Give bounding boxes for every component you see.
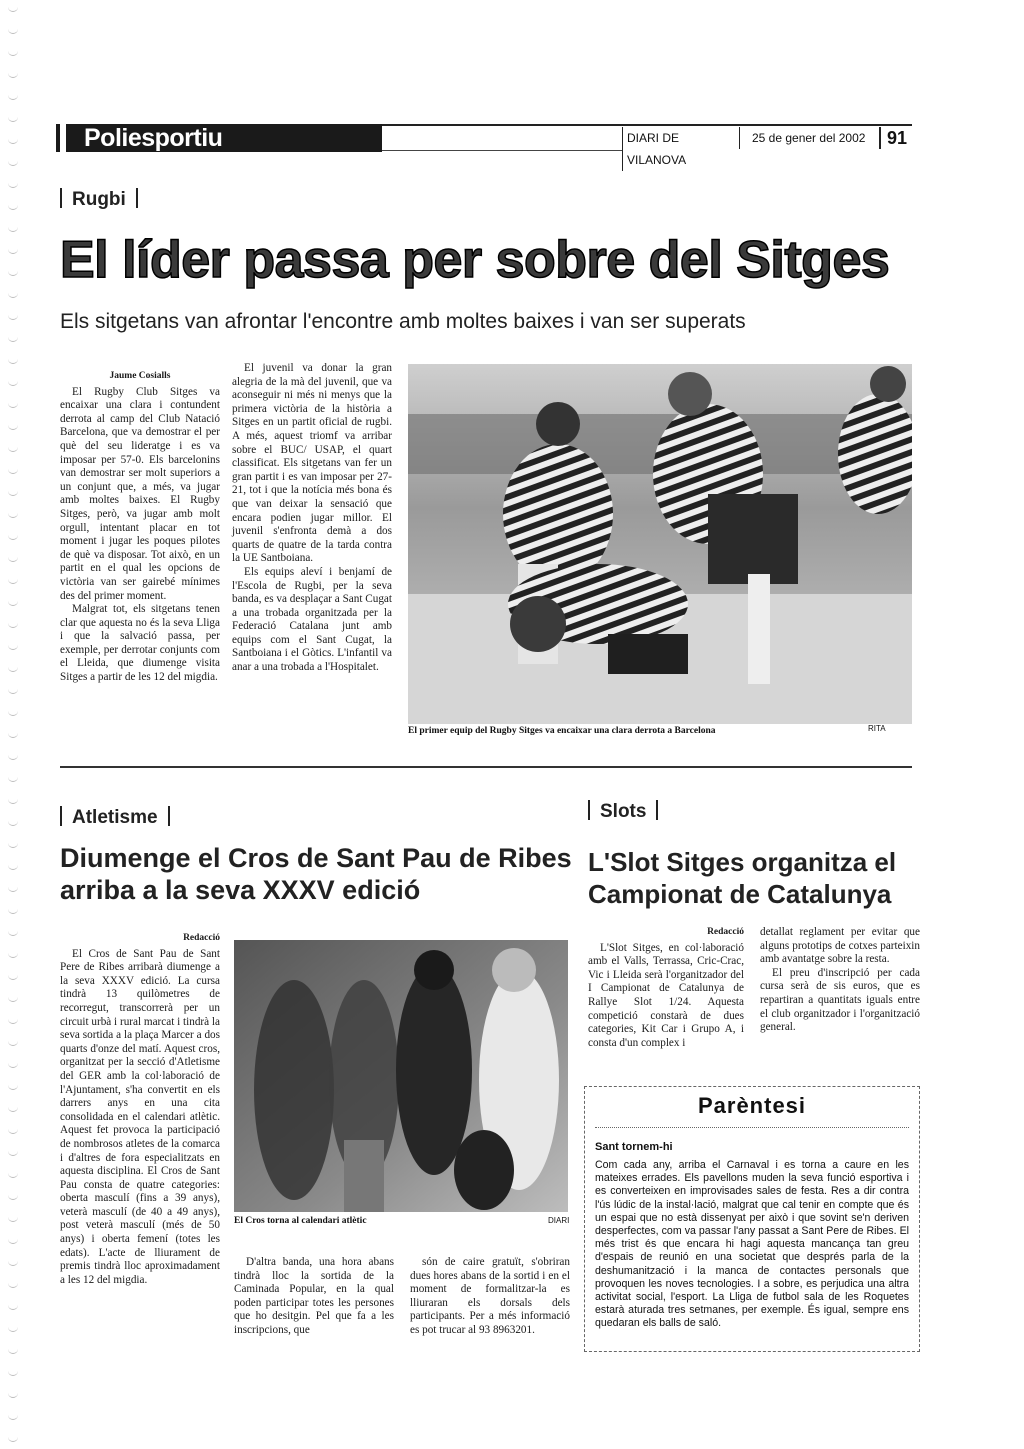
binder-hole xyxy=(8,600,18,606)
athletics-photo-credit: DIARI xyxy=(548,1216,570,1225)
binder-hole xyxy=(8,1128,18,1134)
binder-hole xyxy=(8,1238,18,1244)
binder-hole xyxy=(8,798,18,804)
binder-hole xyxy=(8,1150,18,1156)
slots-paragraph: L'Slot Sitges, en col·laboració amb el Valls, Terrassa, Cric-Crac, Vic i Lleida serà l'organitzador del I Campionat de Catalunya de Rallye Slot 1/24. Aquesta competició constarà de dues categories, Kit Car i Grupo A, i consta d'un complex i xyxy=(588,941,744,1049)
header-rule xyxy=(382,124,912,126)
binder-hole xyxy=(8,578,18,584)
binder-hole xyxy=(8,1348,18,1354)
binder-hole xyxy=(8,1304,18,1310)
binder-hole xyxy=(8,930,18,936)
binder-hole xyxy=(8,182,18,188)
athletics-headline: Diumenge el Cros de Sant Pau de Ribes arriba a la seva XXXV edició xyxy=(60,843,572,905)
binder-hole xyxy=(8,1282,18,1288)
binder-hole xyxy=(8,292,18,298)
athletics-paragraph: són de caire gratuït, s'obriran dues hores abans de la sortid i en el moment de formalitzar-la es lliuraran els dorsals dels participants. Per a més informació es pot trucar al 93 8963201. xyxy=(410,1256,570,1336)
rugby-headline: El líder passa per sobre del Sitges xyxy=(60,231,890,289)
binder-hole xyxy=(8,270,18,276)
page-number: 91 xyxy=(879,127,919,149)
rugby-column-1 xyxy=(60,370,220,685)
binder-hole xyxy=(8,336,18,342)
binder-hole xyxy=(8,138,18,144)
binder-hole xyxy=(8,72,18,78)
binder-hole xyxy=(8,622,18,628)
parentesi-text: Com cada any, arriba el Carnaval i es torna a caure en les mateixes errades. Els pavellons muden la seva funció esportiva i es converteixen en improvisades sales de festa. Res a dir contra l'ús lúdic de la instal·lació, malgrat que cal tenir en compte que és un espai que no està dissenyat per això i que sovint se'n deriven desperfectes, com va passar l'any passat a Sant Pere de Ribes. El més trist és que encara hi hagi aquesta mancança tan greu d'espais de reunió en una societat que després parla de la deshumanització i la manca de contactes personals que provoquen les noves tecnologies. I a sobre, es perjudica una altra activitat social, l'esport. La Lliga de futbol sala de les Roquetes estarà aturada tres setmanes, per exemple. És igual, sempre ens quedaran els balls de saló. xyxy=(595,1159,909,1330)
athletics-photo xyxy=(234,940,568,1212)
rugby-photo-image xyxy=(408,364,912,724)
parentesi-title: Parèntesi xyxy=(697,1093,807,1118)
binder-hole xyxy=(8,1436,18,1442)
binder-hole xyxy=(8,490,18,496)
slots-paragraph: El preu d'inscripció per cada cursa serà de sis euros, que es repartiran a quantitats iguals entre el club organitzador i l'organització general. xyxy=(760,966,920,1034)
binder-hole xyxy=(8,314,18,320)
section-title: Poliesportiu xyxy=(60,124,382,152)
binder-hole xyxy=(8,556,18,562)
athletics-photo-image xyxy=(234,940,568,1212)
athletics-column-1 xyxy=(60,932,220,1287)
binder-hole xyxy=(8,1414,18,1420)
athletics-paragraph: El Cros de Sant Pau de Sant Pere de Ribes arribarà diumenge a la seva XXXV edició. La cursa tindrà 13 quilòmetres de recorregut, transcorrerà per un circuit urbà i rural marcat i tindrà la seva sortida a la plaça Marcer a dos quarts d'onze del matí. Aquest cros, organitzat per la secció d'Atletisme del GER amb la col·laboració de l'Ajuntament, s'ha convertit en els darrers anys en una cita consolidada en el calendari atlètic. Aquest fet provoca la participació de nombrosos atletes de la comarca i d'altres de fora especialitzats en aquesta disciplina. El Cros de Sant Pau consta de quatre categories: oberta masculí (fins a 39 anys), veterà masculí (de 40 a 49 anys), post veterà masculí (més de 50 anys) i oberta femení (totes les edats). L'acte de lliurament de premis tindrà lloc aproximadament a les 12 del migdia. xyxy=(60,947,220,1286)
binder-hole xyxy=(8,226,18,232)
binder-hole xyxy=(8,996,18,1002)
binder-hole xyxy=(8,534,18,540)
slots-byline: Redacció xyxy=(707,927,744,937)
slots-column-1 xyxy=(588,926,744,1050)
binder-hole xyxy=(8,974,18,980)
athletics-paragraph: D'altra banda, una hora abans tindrà lloc la sortida de la Caminada Popular, en la qual poden participar totes les persones que ho desitgin. Pel que fa a les inscripcions, que xyxy=(234,1256,394,1336)
rugby-paragraph: El juvenil va donar la gran alegria de la mà del juvenil, que va aconseguir ni més ni menys que la primera victòria de la història a Sitges en un partit oficial de rugbi. A més, aquest triomf va arribar sobre el BUC/ USAP, el quart classificat. Els sitgetans van fer un gran partit i es van imposar per 27-21, tot i que la notícia més bona és que van deixar la sensació que encara podien jugar millor. El juvenil s'enfronta demà a dos quarts de quatre de la tarda contra la UE Santboiana. xyxy=(232,362,392,565)
binder-hole xyxy=(8,820,18,826)
binder-hole xyxy=(8,886,18,892)
binder-holes xyxy=(8,0,28,1449)
binder-hole xyxy=(8,1062,18,1068)
publication-date: 25 de gener del 2002 xyxy=(739,127,879,149)
binder-hole xyxy=(8,776,18,782)
parentesi-rule xyxy=(595,1127,909,1128)
rugby-paragraph: Els equips aleví i benjamí de l'Escola de Rugbi, per la seva banda, es va desplaçar a Sant Cugat a una trobada organitzada per la Federació Catalana junt amb equips com el Sant Cugat, la Santboiana i el Gòtics. L'infantil va anar a una trobada a l'Hospitalet. xyxy=(232,565,392,674)
binder-hole xyxy=(8,380,18,386)
athletics-photo-caption: El Cros torna al calendari atlètic xyxy=(234,1216,367,1226)
publication-name: DIARI DE VILANOVA xyxy=(622,127,738,171)
rugby-photo xyxy=(408,364,912,724)
binder-hole xyxy=(8,1260,18,1266)
binder-hole xyxy=(8,1106,18,1112)
binder-hole xyxy=(8,446,18,452)
athletics-column-2 xyxy=(234,1256,394,1338)
binder-hole xyxy=(8,468,18,474)
binder-hole xyxy=(8,688,18,694)
binder-hole xyxy=(8,1370,18,1376)
binder-hole xyxy=(8,358,18,364)
binder-hole xyxy=(8,94,18,100)
rugby-kicker: Rugbi xyxy=(50,188,148,211)
rugby-paragraph: Malgrat tot, els sitgetans tenen clar que aquesta no és la seva Lliga i que la salvació passa, per exemple, per derrotar conjunts com el Lleida, que diumenge visita Sitges a partir de les 12 del migdia. xyxy=(60,603,220,684)
binder-hole xyxy=(8,732,18,738)
binder-hole xyxy=(8,28,18,34)
binder-hole xyxy=(8,952,18,958)
binder-hole xyxy=(8,1172,18,1178)
athletics-kicker: Atletisme xyxy=(50,806,180,829)
binder-hole xyxy=(8,512,18,518)
rugby-byline: Jaume Cosialls xyxy=(109,371,171,381)
parentesi-box xyxy=(584,1086,920,1352)
section-divider xyxy=(60,766,912,768)
slots-column-2 xyxy=(760,926,920,1035)
binder-hole xyxy=(8,204,18,210)
athletics-byline: Redacció xyxy=(183,933,220,943)
athletics-column-3 xyxy=(410,1256,570,1338)
binder-hole xyxy=(8,116,18,122)
binder-hole xyxy=(8,754,18,760)
binder-hole xyxy=(8,666,18,672)
rugby-subhead: Els sitgetans van afrontar l'encontre amb moltes baixes i van ser superats xyxy=(60,310,746,333)
binder-hole xyxy=(8,402,18,408)
binder-hole xyxy=(8,160,18,166)
rugby-photo-caption: El primer equip del Rugby Sitges va encaixar una clara derrota a Barcelona xyxy=(408,726,716,736)
binder-hole xyxy=(8,424,18,430)
slots-paragraph: detallat reglament per evitar que alguns prototips de cotxes parteixin amb avantatge sobre la resta. xyxy=(760,926,920,966)
rugby-column-2 xyxy=(232,362,392,675)
binder-hole xyxy=(8,50,18,56)
binder-hole xyxy=(8,1216,18,1222)
binder-hole xyxy=(8,1326,18,1332)
binder-hole xyxy=(8,1084,18,1090)
binder-hole xyxy=(8,842,18,848)
binder-hole xyxy=(8,248,18,254)
binder-hole xyxy=(8,6,18,12)
binder-hole xyxy=(8,1018,18,1024)
binder-hole xyxy=(8,644,18,650)
slots-headline: L'Slot Sitges organitza el Campionat de Catalunya xyxy=(588,847,897,909)
rugby-paragraph: El Rugby Club Sitges va encaixar una clara i contundent derrota al camp del Club Natació Barcelona, que va demostrar el per què del seu lideratge i es va imposar per 57-0. Els barcelonins van demostrar ser molt superiors a un conjunt que, a més, va jugar amb moltes baixes. El Rugby Sitges, però, va jugar amb molt orgull, intentant placar en tot moment i jugar les poques pilotes de què va disposar. Tot això, en un partit en el qual les opcions de victòria van ser gairebé mínimes des del primer moment. xyxy=(60,385,220,602)
slots-kicker: Slots xyxy=(578,800,668,823)
binder-hole xyxy=(8,864,18,870)
binder-hole xyxy=(8,1040,18,1046)
binder-hole xyxy=(8,710,18,716)
parentesi-kicker: Sant tornem-hi xyxy=(595,1141,673,1153)
binder-hole xyxy=(8,1392,18,1398)
rugby-photo-credit: RITA xyxy=(868,724,886,733)
header-rule-thin xyxy=(382,150,622,151)
binder-hole xyxy=(8,1194,18,1200)
binder-hole xyxy=(8,908,18,914)
